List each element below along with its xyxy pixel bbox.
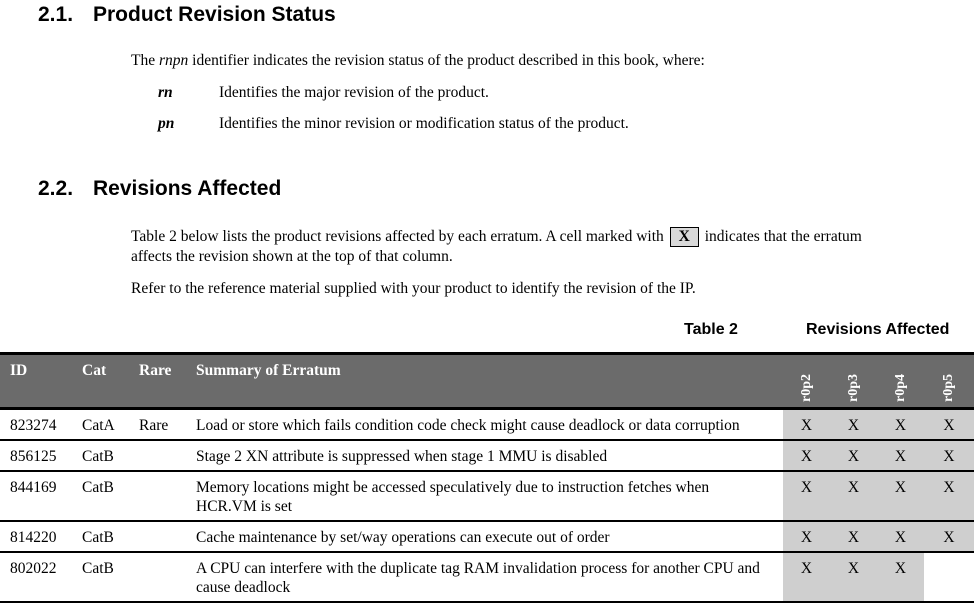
errata-rows: [0, 409, 974, 603]
para-text: Table 2 below lists the product revisions affected by each erratum. A cell marked with: [131, 228, 664, 245]
affected-mark-r0p4: X: [877, 521, 924, 552]
header-cat: Cat: [72, 354, 129, 409]
table-row: [0, 409, 974, 441]
erratum-summary: Cache maintenance by set/way operations can execute out of order: [186, 521, 783, 552]
affected-mark-r0p5: X: [924, 521, 974, 552]
affected-mark-r0p2: X: [783, 552, 830, 602]
revision-status-intro: [131, 51, 705, 71]
table-row: [0, 440, 974, 471]
term-pn-description: Identifies the minor revision or modification status of the product.: [219, 115, 629, 132]
erratum-summary: Memory locations might be accessed speculatively due to instruction fetches when HCR.VM is set: [186, 471, 783, 521]
affected-mark-r0p2: X: [783, 409, 830, 441]
section-number: 2.1.: [38, 3, 74, 26]
affected-mark-r0p3: X: [830, 552, 877, 602]
section-title: Product Revision Status: [93, 3, 336, 26]
erratum-id: 823274: [0, 409, 72, 441]
rev-label: r0p5: [941, 374, 956, 402]
header-rev-r0p5: [924, 354, 974, 409]
section-number: 2.2.: [38, 177, 74, 200]
erratum-summary: A CPU can interfere with the duplicate tag RAM invalidation process for another CPU and cause deadlock: [186, 552, 783, 602]
header-rev-r0p2: [783, 354, 830, 409]
header-rare: Rare: [129, 354, 186, 409]
affected-mark-r0p3: X: [830, 471, 877, 521]
section-2-2-heading: [38, 177, 281, 201]
affected-mark-r0p5: X: [924, 440, 974, 471]
revisions-paragraph-line1: [131, 227, 862, 247]
section-title: Revisions Affected: [93, 177, 282, 200]
errata-table-container: [0, 352, 974, 616]
term-pn: pn: [158, 115, 175, 132]
erratum-rare: [129, 440, 186, 471]
affected-mark-r0p3: X: [830, 440, 877, 471]
erratum-category: CatB: [72, 521, 129, 552]
affected-mark-r0p3: X: [830, 521, 877, 552]
x-marker-example: X: [670, 227, 699, 247]
term-rn-description: Identifies the major revision of the product.: [219, 84, 489, 101]
erratum-id: 856125: [0, 440, 72, 471]
affected-mark-r0p4: X: [877, 552, 924, 602]
reference-paragraph: Refer to the reference material supplied with your product to identify the revision of the IP.: [131, 280, 696, 297]
intro-text-start: The: [131, 52, 159, 69]
erratum-id: 844169: [0, 471, 72, 521]
table-header-row: [0, 354, 974, 409]
table-row: [0, 521, 974, 552]
affected-mark-r0p4: X: [877, 409, 924, 441]
erratum-category: CatB: [72, 552, 129, 602]
affected-mark-r0p5: [924, 552, 974, 602]
para-text: indicates that the erratum: [704, 228, 862, 245]
erratum-rare: [129, 552, 186, 602]
table-label: Table 2: [684, 321, 738, 338]
revisions-paragraph-line2: affects the revision shown at the top of that column.: [131, 248, 453, 265]
intro-text-end: identifier indicates the revision status of the product described in this book, where:: [188, 52, 705, 69]
erratum-rare: Rare: [129, 409, 186, 441]
affected-mark-r0p5: X: [924, 471, 974, 521]
term-rn: rn: [158, 84, 173, 101]
rnpn-identifier: rnpn: [158, 52, 189, 69]
affected-mark-r0p2: X: [783, 471, 830, 521]
table-row: [0, 471, 974, 521]
affected-mark-r0p4: X: [877, 440, 924, 471]
table-title: Revisions Affected: [806, 321, 950, 338]
header-id: ID: [0, 354, 72, 409]
errata-table: [0, 352, 974, 603]
table-row: [0, 552, 974, 602]
header-summary: Summary of Erratum: [186, 354, 783, 409]
header-rev-r0p3: [830, 354, 877, 409]
affected-mark-r0p4: X: [877, 471, 924, 521]
erratum-rare: [129, 521, 186, 552]
affected-mark-r0p3: X: [830, 409, 877, 441]
erratum-id: 814220: [0, 521, 72, 552]
section-2-1-heading: [38, 3, 336, 27]
affected-mark-r0p5: X: [924, 409, 974, 441]
erratum-category: CatA: [72, 409, 129, 441]
erratum-id: 802022: [0, 552, 72, 602]
rev-label: r0p3: [845, 374, 861, 402]
erratum-summary: Load or store which fails condition code check might cause deadlock or data corruption: [186, 409, 783, 441]
affected-mark-r0p2: X: [783, 440, 830, 471]
rev-label: r0p4: [892, 374, 908, 402]
erratum-summary: Stage 2 XN attribute is suppressed when stage 1 MMU is disabled: [186, 440, 783, 471]
rev-label: r0p2: [798, 374, 814, 402]
erratum-rare: [129, 471, 186, 521]
erratum-category: CatB: [72, 471, 129, 521]
affected-mark-r0p2: X: [783, 521, 830, 552]
erratum-category: CatB: [72, 440, 129, 471]
header-rev-r0p4: [877, 354, 924, 409]
